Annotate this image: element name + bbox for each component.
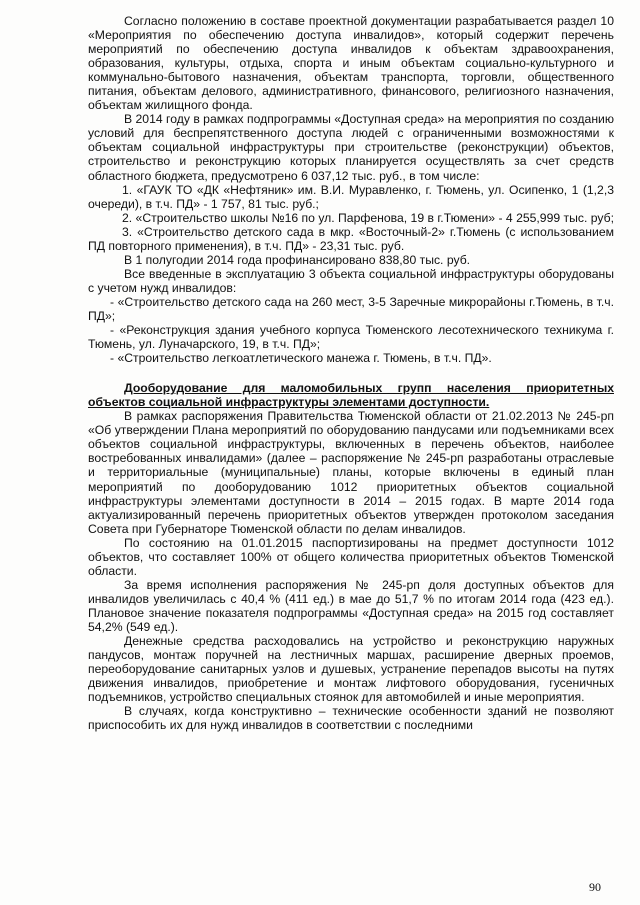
section-heading: [88, 381, 614, 409]
list-item-3: 3. «Строительство детского сада в мкр. «Восточный-2» г.Тюмень (с использованием ПД повторного применения), в т.ч. ПД» - 23,31 тыс. руб.: [88, 224, 614, 253]
page-body: [88, 14, 614, 732]
list-item-2: 2. «Строительство школы №16 по ул. Парфенова, 19 в г.Тюмени» - 4 255,999 тыс. руб;: [122, 210, 614, 225]
page-number: 90: [589, 880, 601, 894]
paragraph-passport: По состоянию на 01.01.2015 паспортизированы на предмет доступности 1012 объектов, что составляет 100% от общего количества приоритетных объектов Тюменской области.: [88, 535, 614, 578]
dash-item-1: - «Строительство детского сада на 260 мест, 3-5 Заречные микрорайоны г.Тюмень, в т.ч. ПД»;: [88, 294, 614, 323]
section-gap: [88, 365, 614, 381]
paragraph-share-accessible: За время исполнения распоряжения № 245-рп доля доступных объектов для инвалидов увеличилась с 40,4 % (411 ед.) в мае до 51,7 % по итогам 2014 года (423 ед.). Плановое значение показателя подпрограммы «Доступная среда» на 2015 год составляет 54,2% (549 ед.).: [88, 577, 614, 634]
paragraph-constructive-cases: В случаях, когда конструктивно – технические особенности зданий не позволяют приспособить их для нужд инвалидов в соответствии с последними: [88, 704, 614, 733]
paragraph-order-245: В рамках распоряжения Правительства Тюменской области от 21.02.2013 № 245-рп «Об утверждении Плана мероприятий по оборудованию пандусами или подъемниками всех объектов социальной инфраструктуры, включенных в перечень объектов, наиболее востребованных инвалидами» (далее – распоряжение № 245-рп разработаны отраслевые и территориальные (муниципальные) планы, которые включены в единый план мероприятий по дооборудованию 1012 приоритетных объектов социальной инфраструктуры элементами доступности в 2014 – 2015 годах. В марте 2014 года актуализированный перечень приоритетных объектов утвержден протоколом заседания Совета при Губернаторе Тюменской области по делам инвалидов.: [88, 409, 614, 536]
paragraph-funds-spent: Денежные средства расходовались на устройство и реконструкцию наружных пандусов, монтаж поручней на лестничных маршах, расширение дверных проемов, переоборудование санитарных узлов и душевых, устранение перепадов высоты на путях движения инвалидов, приобретение и монтаж лифтового оборудования, гусеничных подъемников, устройство специальных стоянок для автомобилей и иные мероприятия.: [88, 634, 614, 705]
paragraph-objects-commissioned: Все введенные в эксплуатацию 3 объекта социальной инфраструктуры оборудованы с учетом нужд инвалидов:: [88, 266, 614, 295]
section-heading-text: Дооборудование для маломобильных групп населения приоритетных объектов социальной инфраструктуры элементами доступности.: [88, 381, 614, 410]
paragraph-financed: В 1 полугодии 2014 года профинансировано 838,80 тыс. руб.: [124, 252, 471, 267]
dash-item-3: - «Строительство легкоатлетического манежа г. Тюмень, в т.ч. ПД».: [110, 351, 492, 366]
list-item-1: 1. «ГАУК ТО «ДК «Нефтяник» им. В.И. Муравленко, г. Тюмень, ул. Осипенко, 1 (1,2,3 очереди), в т.ч. ПД» - 1 757, 81 тыс. руб.;: [88, 182, 614, 211]
paragraph-design-docs: Согласно положению в составе проектной документации разрабатывается раздел 10 «Мероприятия по обеспечению доступа инвалидов», который содержит перечень мероприятий по обеспечению доступа инвалидов к объектам здравоохранения, образования, культуры, отдыха, спорта и иным объектам социально-культурного и коммунально-бытового назначения, объектам транспорта, торговли, общественного питания, объектам делового, административного, финансового, религиозного назначения, объектам жилищного фонда.: [88, 14, 614, 113]
dash-item-2: - «Реконструкция здания учебного корпуса Тюменского лесотехнического техникума г. Тюмень, ул. Луначарского, 19, в т.ч. ПД»;: [88, 323, 614, 352]
paragraph-2014-program: В 2014 году в рамках подпрограммы «Доступная среда» на мероприятия по созданию условий для беспрепятственного доступа людей с ограниченными возможностями к объектам социальной инфраструктуры при строительстве (реконструкции) объектов, строительство и реконструкцию которых планируется осуществлять за счет средств областного бюджета, предусмотрено 6 037,12 тыс. руб., в том числе:: [88, 112, 614, 183]
